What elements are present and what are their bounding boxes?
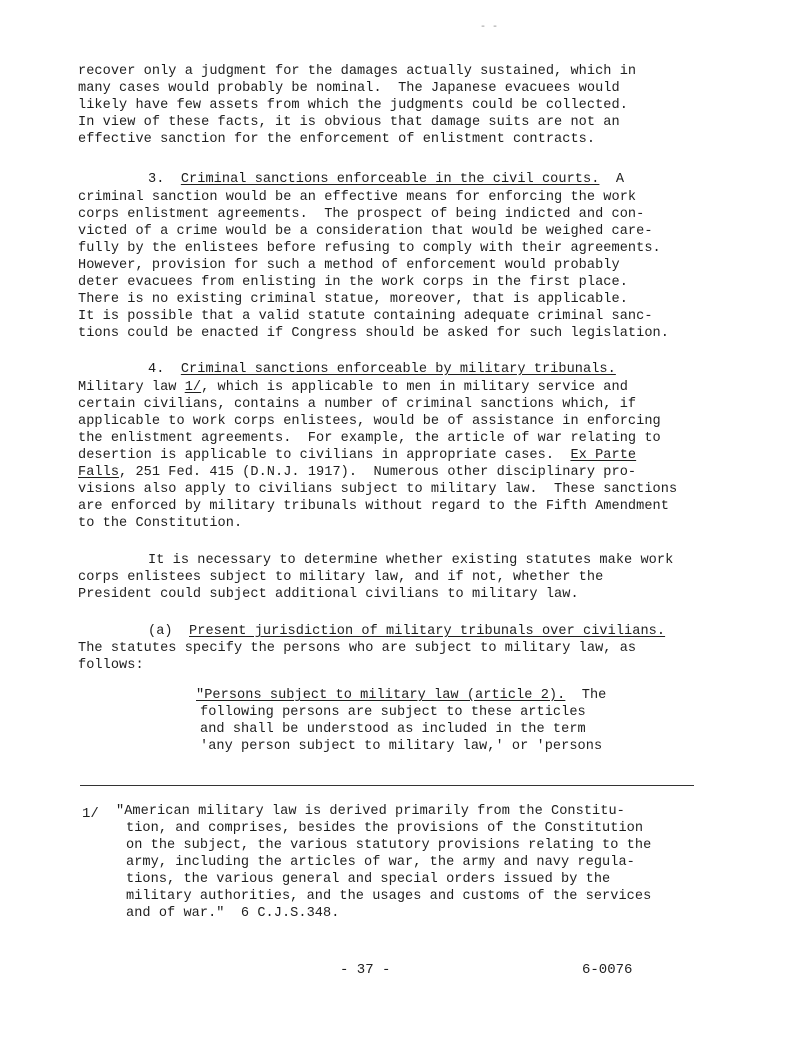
footnote-line: military authorities, and the usages and customs of the services <box>126 889 652 904</box>
quote-heading: "Persons subject to military law (article 2). <box>196 688 566 703</box>
text-line: tions could be enacted if Congress should be asked for such legislation. <box>78 326 669 341</box>
quote-heading-line <box>196 688 606 704</box>
footnote-line: "American military law is derived primarily from the Constitu- <box>116 804 625 819</box>
text-line: visions also apply to civilians subject to military law. These sanctions <box>78 482 678 497</box>
text-line: recover only a judgment for the damages actually sustained, which in <box>78 64 637 79</box>
text-line: likely have few assets from which the judgments could be collected. <box>78 98 628 113</box>
text-line: fully by the enlistees before refusing to comply with their agreements. <box>78 241 661 256</box>
section-heading: Criminal sanctions enforceable by military tribunals. <box>180 362 616 377</box>
document-code: 6-0076 <box>582 962 633 978</box>
page-number: - 37 - <box>340 962 391 978</box>
footnote-line: army, including the articles of war, the army and navy regula- <box>126 855 635 870</box>
text-line: deter evacuees from enlisting in the work corps in the first place. <box>78 275 628 290</box>
text-line: The statutes specify the persons who are subject to military law, as <box>78 641 637 656</box>
subsection-heading: Present jurisdiction of military tribunals over civilians. <box>189 624 666 639</box>
section-3-heading-line <box>148 172 624 188</box>
text-line: are enforced by military tribunals without regard to the Fifth Amendment <box>78 499 669 514</box>
text-fragment: , 251 Fed. 415 (D.N.J. 1917). Numerous other disciplinary pro- <box>119 465 637 480</box>
text-fragment: The <box>565 688 607 703</box>
text-line <box>78 448 636 464</box>
text-line: applicable to work corps enlistees, would be of assistance in enforcing <box>78 414 661 429</box>
text-line: criminal sanction would be an effective means for enforcing the work <box>78 190 637 205</box>
footnote-reference: 1/ <box>184 380 202 395</box>
text-line: President could subject additional civilians to military law. <box>78 587 579 602</box>
section-heading: Criminal sanctions enforceable in the civil courts. <box>180 172 600 187</box>
text-line: It is possible that a valid statute containing adequate criminal sanc- <box>78 309 653 324</box>
text-line: certain civilians, contains a number of criminal sanctions which, if <box>78 397 637 412</box>
text-fragment: A <box>615 172 625 187</box>
subsection-a-heading-line <box>148 624 665 640</box>
text-line: corps enlistees subject to military law, and if not, whether the <box>78 570 604 585</box>
footnote-line: and of war." 6 C.J.S.348. <box>126 906 340 921</box>
text-line: corps enlistment agreements. The prospect of being indicted and con- <box>78 207 645 222</box>
text-line <box>78 380 628 396</box>
text-fragment: , which is applicable to men in military service and <box>201 380 628 395</box>
text-line: effective sanction for the enforcement of enlistment contracts. <box>78 132 596 147</box>
text-fragment: Military law <box>78 380 185 395</box>
text-line: However, provision for such a method of enforcement would probably <box>78 258 620 273</box>
text-line <box>78 465 636 481</box>
subsection-label: (a) <box>148 624 173 639</box>
case-name: Falls <box>78 465 120 480</box>
quote-line: following persons are subject to these articles <box>200 705 586 720</box>
text-line: There is no existing criminal statue, moreover, that is applicable. <box>78 292 628 307</box>
footnote-separator <box>80 785 694 786</box>
text-line: victed of a crime would be a consideration that would be weighed care- <box>78 224 653 239</box>
text-line: many cases would probably be nominal. The Japanese evacuees would <box>78 81 620 96</box>
footnote-line: tion, and comprises, besides the provisions of the Constitution <box>126 821 644 836</box>
case-name: Ex Parte <box>570 448 637 463</box>
quote-line: and shall be understood as included in the term <box>200 722 586 737</box>
section-4-heading-line <box>148 362 616 378</box>
text-line: the enlistment agreements. For example, the article of war relating to <box>78 431 661 446</box>
section-number: 4. <box>148 362 165 377</box>
quote-line: 'any person subject to military law,' or 'persons <box>200 739 603 754</box>
text-line: to the Constitution. <box>78 516 243 531</box>
footnote-mark: 1/ <box>82 806 99 822</box>
footnote-line: tions, the various general and special orders issued by the <box>126 872 611 887</box>
text-fragment: desertion is applicable to civilians in appropriate cases. <box>78 448 571 463</box>
header-mark: - - <box>480 22 499 33</box>
text-line: follows: <box>78 658 144 673</box>
text-line: It is necessary to determine whether existing statutes make work <box>148 553 674 568</box>
text-line: In view of these facts, it is obvious that damage suits are not an <box>78 115 620 130</box>
section-number: 3. <box>148 172 165 187</box>
footnote-line: on the subject, the various statutory provisions relating to the <box>126 838 652 853</box>
